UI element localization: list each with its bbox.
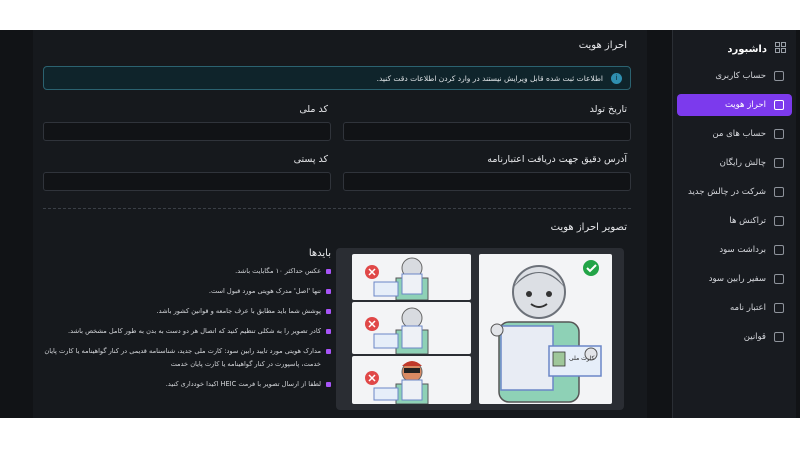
transactions-icon <box>774 216 784 226</box>
app-frame <box>0 30 800 418</box>
sidebar-item-label: قوانین <box>743 332 766 342</box>
correct-example-image <box>479 254 612 404</box>
gift-card-icon <box>774 158 784 168</box>
certificate-icon <box>774 303 784 313</box>
page-title: احراز هویت <box>578 40 627 51</box>
sidebar-item-withdraw[interactable] <box>677 239 792 261</box>
wrong-example-image-2 <box>352 302 471 354</box>
dashboard-icon <box>775 42 786 56</box>
withdraw-icon <box>774 245 784 255</box>
sidebar-brand[interactable] <box>673 33 796 65</box>
sidebar-item-label: سفیر رابین سود <box>708 274 766 284</box>
sidebar-item-label: برداشت سود <box>719 245 766 255</box>
sidebar-item-label: حساب کاربری <box>715 71 766 81</box>
info-icon: i <box>611 73 622 84</box>
id-card-caption: کارت ملی <box>569 355 595 362</box>
cart-icon <box>774 187 784 197</box>
sidebar-item-transactions[interactable] <box>677 210 792 232</box>
sidebar-item-label: اعتبار نامه <box>729 303 766 313</box>
rule-item: لطفا از ارسال تصویر با فرمت HEIC اکیدا خودداری کنید. <box>41 378 331 391</box>
sidebar-item-authentication[interactable] <box>677 94 792 116</box>
bullet-icon <box>326 349 331 354</box>
rule-item: پوشش شما باید مطابق با عرف جامعه و قوانین کشور باشد. <box>41 305 331 318</box>
sidebar-item-label: شرکت در چالش جدید <box>687 187 766 197</box>
rule-item: مدارک هویتی مورد تایید رابین سود: کارت ملی جدید، شناسنامه قدیمی در کنار گواهینامه یا کارت پایان خدمت، پاسپورت در کنار گواهینامه یا کارت پایان خدمت <box>41 345 331 371</box>
rules-list <box>41 248 331 408</box>
rule-item: عکس حداکثر ۱۰ مگابایت باشد. <box>41 265 331 278</box>
alert-text: اطلاعات ثبت شده قابل ویرایش نیستند در وارد کردن اطلاعات دقت کنید. <box>376 73 603 83</box>
rule-item: تنها 'اصل' مدرک هویتی مورد قبول است. <box>41 285 331 298</box>
wrong-example-image-3 <box>352 356 471 404</box>
ambassador-icon <box>774 274 784 284</box>
sidebar-item-label: چالش رایگان <box>719 158 766 168</box>
id-card-icon <box>774 100 784 110</box>
sidebar-item-certificate[interactable] <box>677 297 792 319</box>
postal-code-label: کد پستی <box>293 154 328 165</box>
sidebar-item-label: تراکنش ها <box>729 216 766 226</box>
sidebar-item-account[interactable] <box>677 65 792 87</box>
sidebar-item-label: حساب های من <box>712 129 766 139</box>
bullet-icon <box>326 382 331 387</box>
sidebar-item-new-challenge[interactable] <box>677 181 792 203</box>
sidebar-item-free-challenge[interactable] <box>677 152 792 174</box>
birth-date-label: تاریخ تولد <box>589 104 627 115</box>
rules-title: بایدها <box>308 248 331 259</box>
info-alert <box>43 66 631 90</box>
image-section-title: تصویر احراز هویت <box>550 222 627 233</box>
rules-icon <box>774 332 784 342</box>
birth-date-input[interactable] <box>343 122 631 141</box>
national-code-label: کد ملی <box>299 104 328 115</box>
main-content <box>33 30 647 418</box>
sidebar <box>672 30 796 418</box>
wrong-example-image-1 <box>352 254 471 300</box>
list-icon <box>774 129 784 139</box>
example-images-panel <box>336 248 624 410</box>
rule-item: کادر تصویر را به شکلی تنظیم کنید که اتصال هر دو دست به بدن به طور کامل مشخص باشد. <box>41 325 331 338</box>
postal-code-input[interactable] <box>43 172 331 191</box>
sidebar-item-rules[interactable] <box>677 326 792 348</box>
address-label: آدرس دقیق جهت دریافت اعتبارنامه <box>487 154 627 165</box>
sidebar-item-my-accounts[interactable] <box>677 123 792 145</box>
sidebar-item-ambassador[interactable] <box>677 268 792 290</box>
sidebar-item-label: احراز هویت <box>724 100 766 110</box>
bullet-icon <box>326 289 331 294</box>
section-divider <box>43 208 631 209</box>
national-code-input[interactable] <box>43 122 331 141</box>
sidebar-brand-label: داشبورد <box>727 43 767 55</box>
bullet-icon <box>326 329 331 334</box>
address-input[interactable] <box>343 172 631 191</box>
user-icon <box>774 71 784 81</box>
bullet-icon <box>326 269 331 274</box>
bullet-icon <box>326 309 331 314</box>
